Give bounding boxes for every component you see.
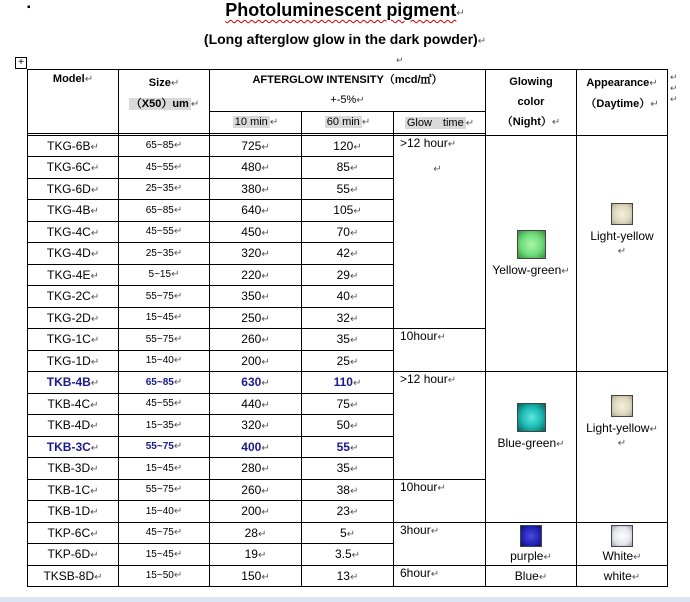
table-row: TKG-4E↵ 5~15↵ 220↵ 29↵ (28, 264, 668, 286)
purple-swatch (520, 525, 542, 547)
table-move-handle-icon[interactable]: + (15, 57, 27, 69)
table-row: TKG-4D↵ 25~35↵ 320↵ 42↵ (28, 243, 668, 265)
header-appearance: Appearance↵ （Daytime）↵ (577, 70, 668, 136)
table-row: TKG-2C↵ 55~75↵ 350↵ 40↵ (28, 286, 668, 308)
page-footer-band (0, 597, 690, 602)
cell-size: 65~85↵ (119, 135, 210, 157)
list-bullet: ▪ (27, 2, 31, 13)
table-row: TKB-4C↵ 45~55↵ 440↵ 75↵ (28, 393, 668, 415)
cell-glowing-color-green: Yellow-green↵ (486, 135, 577, 372)
header-afterglow: AFTERGLOW INTENSITY（mcd/㎡） +-5%↵ (210, 70, 486, 112)
table-row: TKG-4C↵ 45~55↵ 450↵ 70↵ (28, 221, 668, 243)
document-title: Photoluminescent pigment↵ (225, 0, 465, 20)
cell-glow-time: >12 hour↵ ↵ (394, 135, 486, 329)
table-row: TKB-1D↵ 15~40↵ 200↵ 23↵ (28, 501, 668, 523)
table-row: TKG-1D↵ 15~40↵ 200↵ 25↵ (28, 350, 668, 372)
cell-appearance-purple: White↵ (577, 522, 668, 565)
cell-appearance-green: Light-yellow ↵ (577, 135, 668, 372)
cell-60min: 120↵ (302, 135, 394, 157)
cell-glowing-color-blue: Blue-green↵ (486, 372, 577, 523)
yellow-green-swatch (517, 230, 546, 259)
cell-appearance-sb: white↵ (577, 565, 668, 587)
cell-glow-time: >12 hour↵ (394, 372, 486, 480)
header-size: Size↵ （X50）um ↵ (119, 70, 210, 134)
header-glowing-color: Glowing color （Night）↵ (486, 70, 577, 136)
row-end-marks: ↵ ↵ ↵ (670, 72, 678, 104)
white-swatch (611, 525, 633, 547)
table-row: TKG-2D↵ 15~45↵ 250↵ 32↵ (28, 307, 668, 329)
cell-glowing-color-purple: purple↵ (486, 522, 577, 565)
header-model: Model↵ (28, 70, 119, 134)
pigment-spec-table (27, 69, 668, 587)
header-60min: 60 min ↵ (302, 112, 394, 134)
table-row: TKP-6D↵ 15~45↵ 19↵ 3.5↵ (28, 544, 668, 566)
document-subtitle: (Long afterglow glow in the dark powder)↵ (203, 31, 487, 47)
light-yellow-swatch (611, 203, 633, 225)
table-row: TKG-4B↵ 65~85↵ 640↵ 105↵ (28, 200, 668, 222)
table-row: TKG-6D↵ 25~35↵ 380↵ 55↵ (28, 178, 668, 200)
header-size-unit: （X50）um (130, 98, 189, 110)
cell-appearance-blue: Light-yellow↵ ↵ (577, 372, 668, 523)
paragraph-mark: ↵ (396, 55, 404, 65)
table-row: TKP-6C↵ 45~75↵ 28↵ 5↵ 3hour↵ purple↵ White↵ (28, 522, 668, 544)
cell-glow-time: 6hour↵ (394, 565, 486, 587)
table-row: TKB-3C↵ 55~75↵ 400↵ 55↵ (28, 436, 668, 458)
header-tolerance: +-5% (330, 94, 357, 106)
blue-green-swatch (517, 403, 546, 432)
table-row: TKB-4B↵ 65~85↵ 630↵ 110↵ >12 hour↵ Blue-green↵ Light-yellow↵ ↵ (28, 372, 668, 394)
header-glow-time: Glow time ↵ (394, 112, 486, 134)
cell-10min: 725↵ (210, 135, 302, 157)
light-yellow-swatch (611, 395, 633, 417)
header-10min: 10 min ↵ (210, 112, 302, 134)
table-row: TKB-3D↵ 15~45↵ 280↵ 35↵ (28, 458, 668, 480)
cell-glowing-color-sb: Blue↵ (486, 565, 577, 587)
table-row: TKSB-8D↵ 15~50↵ 150↵ 13↵ 6hour↵ Blue↵ white↵ (28, 565, 668, 587)
table-row: TKB-1C↵ 55~75↵ 260↵ 38↵ 10hour↵ (28, 479, 668, 501)
cell-glow-time: 10hour↵ (394, 329, 486, 372)
table-row: TKG-6C↵ 45~55↵ 480↵ 85↵ (28, 157, 668, 179)
table-row: TKG-1C↵ 55~75↵ 260↵ 35↵ 10hour↵ (28, 329, 668, 351)
table-row (28, 135, 668, 157)
table-row: TKB-4D↵ 15~35↵ 320↵ 50↵ (28, 415, 668, 437)
cell-glow-time: 3hour↵ (394, 522, 486, 565)
cell-glow-time: 10hour↵ (394, 479, 486, 522)
cell-model: TKG-6B↵ (28, 135, 119, 157)
